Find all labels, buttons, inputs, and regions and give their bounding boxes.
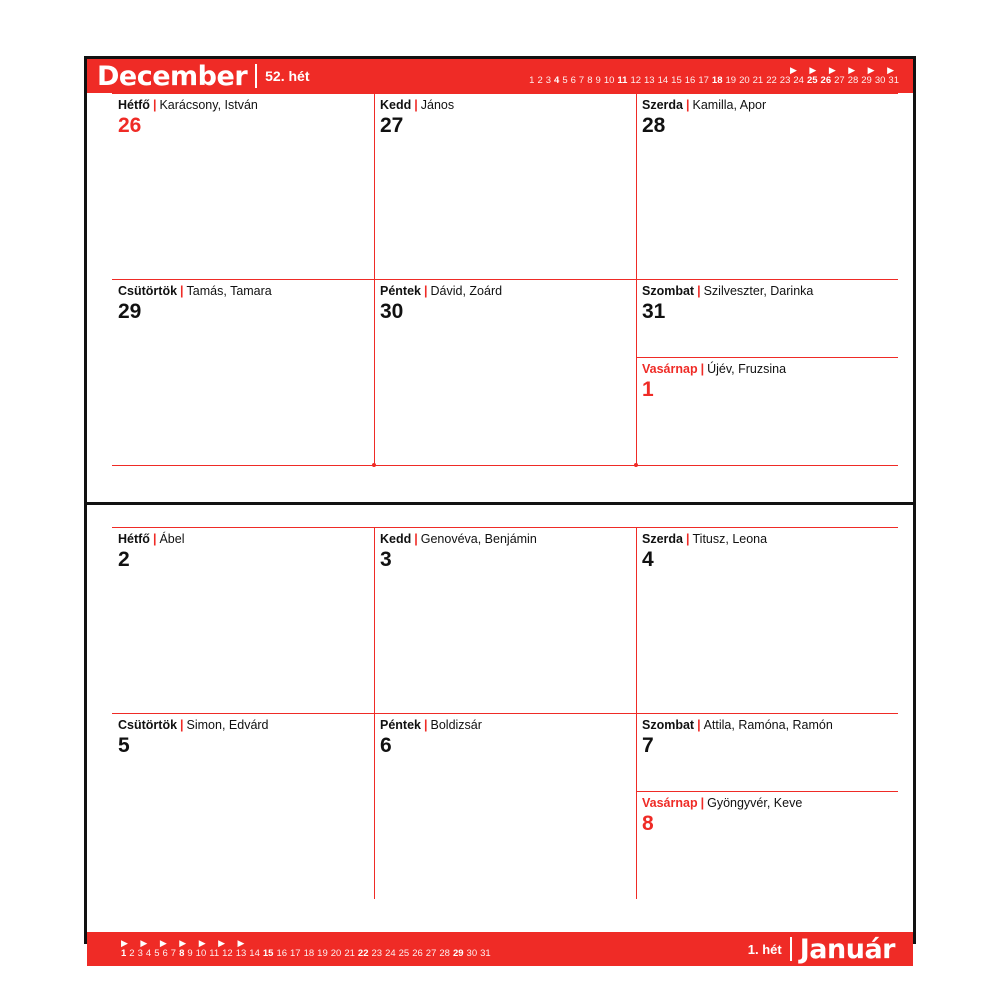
day-strip-number: 9 — [595, 75, 601, 86]
day-cell[interactable] — [112, 279, 374, 465]
day-strip-number: 23 — [371, 948, 383, 959]
day-strip-number: 6 — [570, 75, 576, 86]
day-strip-number: 14 — [249, 948, 260, 959]
day-separator: | — [180, 718, 184, 732]
day-strip-number: 20 — [739, 75, 750, 86]
day-cell[interactable] — [112, 713, 374, 899]
day-cell[interactable] — [374, 713, 636, 899]
name-days: Simon, Edvárd — [186, 718, 269, 732]
day-strip-number: 12 — [630, 75, 642, 86]
day-strip-number: 3 — [545, 75, 552, 86]
day-name: Péntek — [380, 718, 421, 732]
day-name: Csütörtök — [118, 718, 178, 732]
day-strip-number: 31 — [480, 948, 491, 959]
name-days: Újév, Fruzsina — [707, 362, 787, 376]
day-strip-number: 14 — [657, 75, 669, 86]
day-separator: | — [700, 362, 705, 376]
january-panel — [87, 505, 913, 965]
day-separator: | — [700, 796, 705, 810]
name-days: Szilveszter, Darinka — [703, 284, 814, 298]
december-day-strip — [529, 75, 899, 86]
day-strip-number: 16 — [276, 948, 288, 959]
december-week-label: 52. hét — [265, 68, 310, 84]
day-strip-number: 4 — [554, 75, 560, 86]
day-strip-number: 19 — [725, 75, 737, 86]
day-strip-number: 23 — [779, 75, 791, 86]
grid-bottom-rule — [112, 465, 374, 466]
day-strip-number: 16 — [684, 75, 696, 86]
day-strip-number: 18 — [303, 948, 315, 959]
day-number: 28 — [642, 114, 666, 137]
name-days: Kamilla, Apor — [692, 98, 767, 112]
day-strip-number: 2 — [537, 75, 543, 86]
name-days: Gyöngyvér, Keve — [707, 796, 803, 810]
name-days: Genovéva, Benjámin — [420, 532, 537, 546]
day-strip-number: 21 — [752, 75, 764, 86]
day-strip-number: 8 — [587, 75, 593, 86]
december-header-band — [87, 59, 913, 93]
day-strip-number: 7 — [578, 75, 585, 86]
day-cell[interactable] — [636, 713, 898, 791]
day-strip-number: 13 — [644, 75, 655, 86]
day-strip-number: 26 — [412, 948, 423, 959]
day-number: 31 — [642, 300, 666, 323]
day-name: Vasárnap — [642, 362, 698, 376]
day-strip-number: 3 — [137, 948, 143, 959]
day-number: 1 — [642, 378, 654, 401]
day-number: 5 — [118, 734, 130, 757]
day-strip-number: 26 — [820, 75, 832, 86]
january-column-1 — [112, 527, 374, 932]
day-strip-number: 10 — [603, 75, 615, 86]
day-strip-number: 29 — [452, 948, 464, 959]
january-week-label: 1. hét — [747, 941, 782, 957]
day-name: Szombat — [642, 284, 695, 298]
day-number: 3 — [380, 548, 392, 571]
day-strip-number: 22 — [357, 948, 369, 959]
day-strip-number: 8 — [179, 948, 185, 959]
day-strip-number: 17 — [290, 948, 301, 959]
day-strip-number: 4 — [145, 948, 152, 959]
day-strip-number: 11 — [617, 75, 628, 86]
day-separator: | — [152, 98, 157, 112]
december-month-title: December — [97, 60, 248, 92]
january-day-strip — [121, 948, 491, 959]
january-column-2 — [374, 527, 636, 932]
day-strip-number: 1 — [121, 948, 127, 959]
day-name: Szombat — [642, 718, 695, 732]
december-column-3 — [636, 93, 898, 505]
day-name: Csütörtök — [118, 284, 178, 298]
december-column-2 — [374, 93, 636, 505]
arrow-marks-icon: ▶ ▶ ▶ ▶ ▶ ▶ ▶ — [121, 938, 250, 948]
day-cell[interactable] — [374, 527, 636, 713]
day-strip-number: 12 — [222, 948, 233, 959]
day-strip-number: 21 — [344, 948, 355, 959]
day-separator: | — [424, 718, 428, 732]
day-separator: | — [424, 284, 428, 298]
day-strip-number: 1 — [529, 75, 535, 86]
day-number: 4 — [642, 548, 654, 571]
day-name: Szerda — [642, 532, 683, 546]
day-number: 29 — [118, 300, 142, 323]
day-strip-number: 30 — [874, 75, 886, 86]
day-number: 30 — [380, 300, 404, 323]
day-strip-number: 28 — [439, 948, 450, 959]
day-strip-number: 6 — [162, 948, 168, 959]
day-strip-number: 28 — [847, 75, 859, 86]
day-strip-number: 5 — [154, 948, 160, 959]
name-days: Attila, Ramóna, Ramón — [703, 718, 833, 732]
day-number: 6 — [380, 734, 392, 757]
day-strip-number: 25 — [398, 948, 410, 959]
day-name: Péntek — [380, 284, 421, 298]
january-daystrip-group — [121, 939, 491, 959]
january-day-grid — [87, 527, 913, 932]
day-strip-number: 24 — [385, 948, 396, 959]
day-cell-sunday[interactable] — [636, 791, 898, 899]
name-days: Karácsony, István — [159, 98, 258, 112]
day-strip-number: 11 — [209, 948, 220, 959]
day-cell[interactable] — [112, 93, 374, 279]
day-name: Kedd — [380, 532, 412, 546]
day-number: 8 — [642, 812, 654, 835]
day-name: Kedd — [380, 98, 412, 112]
day-strip-number: 7 — [170, 948, 177, 959]
name-days: Boldizsár — [430, 718, 482, 732]
day-strip-number: 22 — [766, 75, 777, 86]
name-days: János — [420, 98, 455, 112]
day-separator: | — [414, 532, 418, 546]
december-day-grid — [87, 93, 913, 505]
day-strip-number: 20 — [330, 948, 342, 959]
name-days: Ábel — [159, 532, 185, 546]
day-strip-number: 30 — [466, 948, 478, 959]
day-strip-number: 2 — [129, 948, 135, 959]
grid-bottom-rule — [636, 465, 898, 466]
day-strip-number: 17 — [698, 75, 709, 86]
name-days: Titusz, Leona — [692, 532, 768, 546]
day-strip-number: 27 — [425, 948, 437, 959]
day-strip-number: 13 — [235, 948, 247, 959]
january-title-group — [747, 933, 903, 965]
day-separator: | — [686, 532, 690, 546]
day-cell[interactable] — [636, 93, 898, 279]
december-daystrip-group — [529, 66, 903, 86]
day-strip-number: 18 — [711, 75, 723, 86]
day-number: 26 — [118, 114, 142, 137]
january-month-title: Január — [799, 933, 895, 965]
day-cell-sunday[interactable] — [636, 357, 898, 465]
calendar-spread — [84, 56, 916, 965]
day-strip-number: 29 — [861, 75, 872, 86]
name-days: Dávid, Zoárd — [430, 284, 503, 298]
day-number: 27 — [380, 114, 404, 137]
day-separator: | — [697, 718, 701, 732]
day-strip-number: 15 — [671, 75, 682, 86]
day-cell[interactable] — [374, 279, 636, 465]
day-separator: | — [152, 532, 157, 546]
day-name: Hétfő — [118, 98, 150, 112]
header-divider — [255, 64, 257, 88]
day-strip-number: 15 — [262, 948, 274, 959]
day-number: 2 — [118, 548, 130, 571]
december-column-1 — [112, 93, 374, 505]
day-cell[interactable] — [636, 279, 898, 357]
day-strip-number: 27 — [834, 75, 845, 86]
day-name: Szerda — [642, 98, 683, 112]
grid-dot — [372, 463, 376, 467]
day-name: Vasárnap — [642, 796, 698, 810]
day-cell[interactable] — [374, 93, 636, 279]
arrow-marks-icon: ▶ ▶ ▶ ▶ ▶ ▶ — [789, 65, 899, 75]
december-panel — [87, 59, 913, 505]
day-strip-number: 19 — [317, 948, 328, 959]
january-column-3 — [636, 527, 898, 932]
january-footer-band — [87, 932, 913, 966]
day-strip-number: 24 — [793, 75, 804, 86]
day-number: 7 — [642, 734, 654, 757]
day-separator: | — [180, 284, 184, 298]
name-days: Tamás, Tamara — [186, 284, 272, 298]
day-strip-number: 9 — [187, 948, 193, 959]
day-separator: | — [697, 284, 701, 298]
footer-divider — [790, 937, 792, 961]
grid-bottom-rule — [374, 465, 636, 466]
day-separator: | — [686, 98, 690, 112]
day-strip-number: 10 — [195, 948, 207, 959]
day-name: Hétfő — [118, 532, 150, 546]
day-cell[interactable] — [636, 527, 898, 713]
day-cell[interactable] — [112, 527, 374, 713]
day-strip-number: 31 — [888, 75, 899, 86]
day-separator: | — [414, 98, 418, 112]
day-strip-number: 25 — [806, 75, 818, 86]
day-strip-number: 5 — [562, 75, 568, 86]
grid-dot — [634, 463, 638, 467]
